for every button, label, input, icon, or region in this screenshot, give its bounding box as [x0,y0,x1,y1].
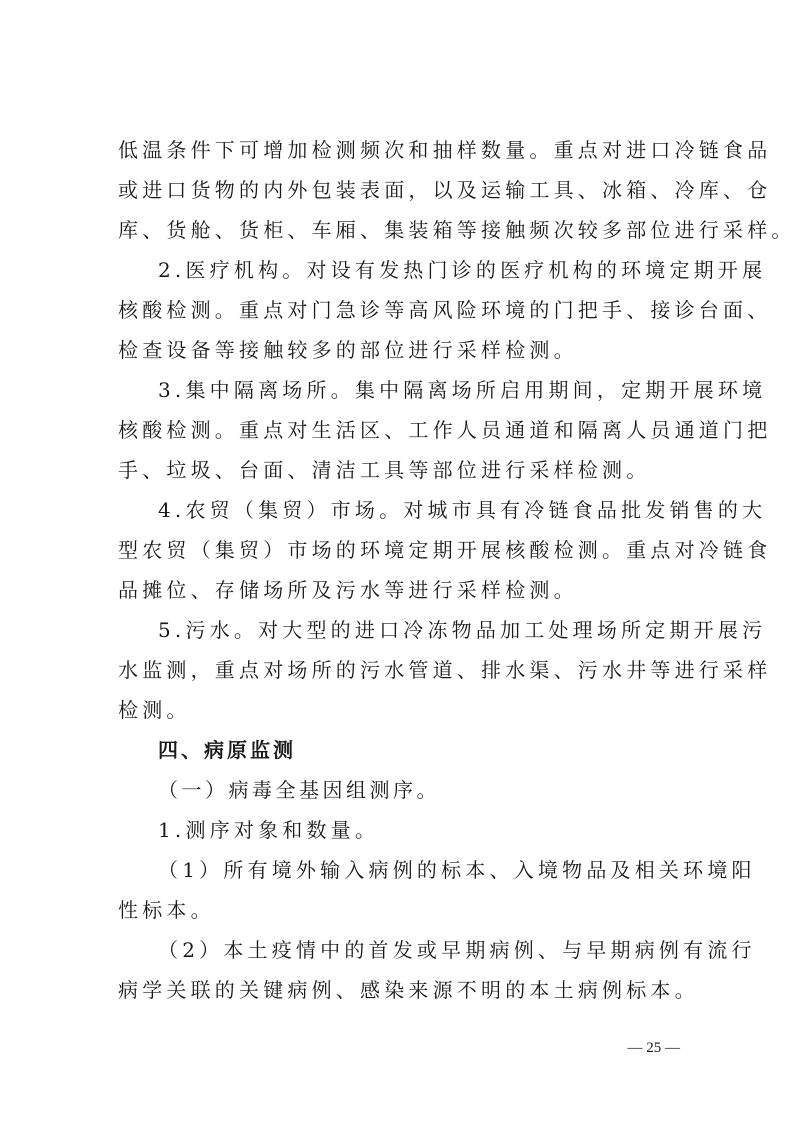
text-line: 水监测，重点对场所的污水管道、排水渠、污水井等进行采样 [118,658,772,682]
text-line: 型农贸（集贸）市场的环境定期开展核酸检测。重点对冷链食 [118,538,772,562]
text-line: 低温条件下可增加检测频次和抽样数量。重点对进口冷链食品 [118,138,772,162]
text-line: 检测。 [118,698,191,722]
text-line: 或进口货物的内外包装表面，以及运输工具、冰箱、冷库、仓 [118,178,772,202]
text-line: 3.集中隔离场所。集中隔离场所启用期间，定期开展环境 [158,378,767,402]
text-line: （1）所有境外输入病例的标本、入境物品及相关环境阳 [158,858,756,882]
text-line: 2.医疗机构。对设有发热门诊的医疗机构的环境定期开展 [158,258,767,282]
text-line: 核酸检测。重点对生活区、工作人员通道和隔离人员通道门把 [118,418,772,442]
text-line: 4.农贸（集贸）市场。对城市具有冷链食品批发销售的大 [158,498,767,522]
subsection-heading: （一）病毒全基因组测序。 [158,778,440,802]
text-line: 病学关联的关键病例、感染来源不明的本土病例标本。 [118,978,699,1002]
text-line: 检查设备等接触较多的部位进行采样检测。 [118,338,578,362]
text-line: 手、垃圾、台面、清洁工具等部位进行采样检测。 [118,458,651,482]
text-line: 核酸检测。重点对门急诊等高风险环境的门把手、接诊台面、 [118,298,772,322]
text-line: 5.污水。对大型的进口冷冻物品加工处理场所定期开展污 [158,618,767,642]
text-line: 1.测序对象和数量。 [158,818,380,842]
text-line: 品摊位、存储场所及污水等进行采样检测。 [118,578,578,602]
page-number: — 25 — [627,1040,680,1056]
section-heading: 四、病原监测 [158,738,296,762]
text-line: （2）本土疫情中的首发或早期病例、与早期病例有流行 [158,938,756,962]
text-line: 库、货舱、货柜、车厢、集装箱等接触频次较多部位进行采样。 [118,218,796,242]
text-line: 性标本。 [118,898,215,922]
